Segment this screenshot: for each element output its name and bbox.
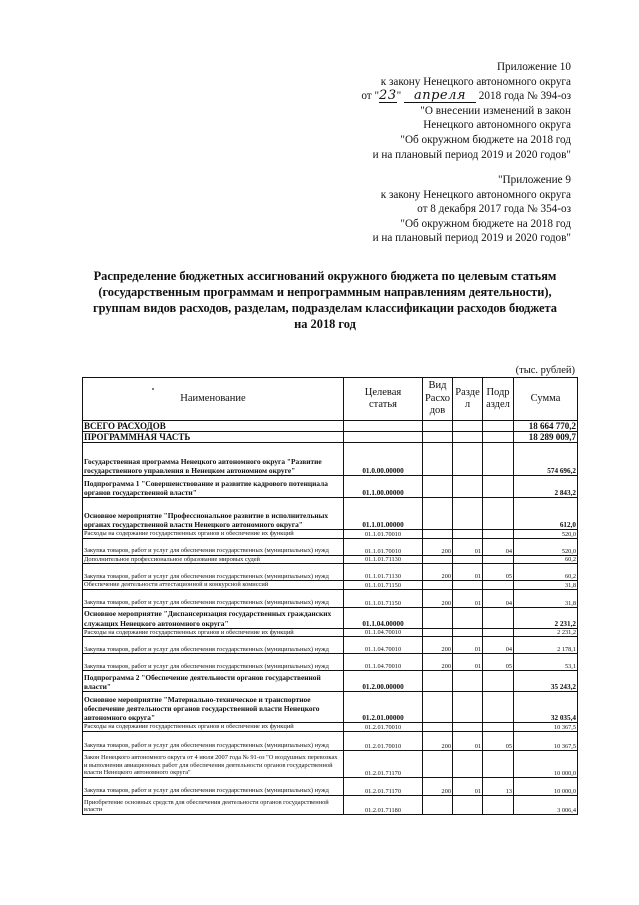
row-target-code: 01.0.00.00000 — [344, 443, 423, 476]
row-expense-type — [423, 628, 453, 637]
row-section — [453, 581, 483, 590]
table-row — [83, 671, 578, 692]
row-name: Закупка товаров, работ и услуг для обеспечения государственных (муниципальных) нужд — [83, 538, 344, 555]
row-expense-type: 200 — [423, 564, 453, 581]
row-section: 01 — [453, 777, 483, 795]
row-expense-type: 200 — [423, 589, 453, 607]
document-title: Распределение бюджетных ассигнований окружного бюджета по целевым статьям (государственным программам и непрограммным направлениям деятельности), группам видов расходов, разделам, подразделам классификации расходов бюджета на 2018 год — [93, 269, 557, 331]
handwritten-month: апреля — [404, 90, 476, 103]
law-title-line: и на плановый период 2019 и 2020 годов" — [372, 232, 571, 245]
row-amount: 612,0 — [514, 498, 578, 530]
row-amount: 18 664 770,2 — [514, 421, 578, 432]
row-expense-type: 200 — [423, 538, 453, 555]
row-section — [453, 795, 483, 814]
row-expense-type — [423, 750, 453, 777]
row-subsection — [483, 498, 514, 530]
law-reference: к закону Ненецкого автономного округа — [380, 75, 571, 88]
appendix-number: "Приложение 9 — [497, 174, 571, 186]
row-name: Государственная программа Ненецкого автономного округа "Развитие государственного управления в Ненецком автономном округе" — [83, 443, 344, 476]
row-amount: 2 178,1 — [514, 637, 578, 654]
row-target-code: 01.1.04.70010 — [344, 628, 423, 637]
row-subsection — [483, 628, 514, 637]
row-name: Подпрограмма 1 "Совершенствование и развитие кадрового потенциала органов государственной власти" — [83, 476, 344, 498]
row-amount: 520,0 — [514, 538, 578, 555]
row-section — [453, 555, 483, 564]
row-section — [453, 628, 483, 637]
row-target-code: 01.1.04.70010 — [344, 637, 423, 654]
row-expense-type — [423, 432, 453, 443]
row-expense-type — [423, 692, 453, 723]
law-title-line: "Об окружном бюджете на 2018 год — [400, 217, 571, 230]
row-amount: 10 367,5 — [514, 731, 578, 750]
table-row — [83, 432, 578, 443]
table-row — [83, 723, 578, 732]
units-label: (тыс. рублей) — [515, 365, 575, 376]
amendment-header — [361, 60, 571, 162]
row-target-code: 01.1.04.00000 — [344, 607, 423, 628]
row-subsection — [483, 671, 514, 692]
row-expense-type — [423, 443, 453, 476]
row-amount: 3 006,4 — [514, 795, 578, 814]
row-section: 01 — [453, 589, 483, 607]
row-expense-type: 200 — [423, 654, 453, 671]
table-row — [83, 476, 578, 498]
row-target-code: 01.2.01.70010 — [344, 723, 423, 732]
row-name: Основное мероприятие "Материально-техническое и транспортное обеспечение деятельности органов государственной власти Ненецкого автономного округа" — [83, 692, 344, 723]
row-amount: 574 696,2 — [514, 443, 578, 476]
row-name: Закон Ненецкого автономного округа от 4 июля 2007 года № 91-оз "О воздушных перевозках и выполнении авиационных работ для обеспечения деятельности органов государственной власти Ненецкого автономного округа" — [83, 750, 344, 777]
row-target-code: 01.1.01.71150 — [344, 581, 423, 590]
row-expense-type — [423, 671, 453, 692]
row-subsection — [483, 476, 514, 498]
col-header-subsection: Подр аздел — [483, 378, 514, 421]
table-row — [83, 581, 578, 590]
law-date-line: от "23" апреля 2018 года № 394-оз — [361, 88, 571, 104]
row-expense-type — [423, 723, 453, 732]
col-header-expense-type: Вид Расхо дов — [423, 378, 453, 421]
row-section — [453, 498, 483, 530]
table-row — [83, 555, 578, 564]
row-target-code: 01.1.01.70010 — [344, 538, 423, 555]
row-section: 01 — [453, 654, 483, 671]
table-row — [83, 538, 578, 555]
row-section — [453, 476, 483, 498]
row-section — [453, 443, 483, 476]
table-row — [83, 589, 578, 607]
row-name: Расходы на содержание государственных органов и обеспечение их функций — [83, 530, 344, 539]
amendment-title-line: "О внесении изменений в закон — [420, 104, 571, 117]
row-section — [453, 723, 483, 732]
row-subsection: 13 — [483, 777, 514, 795]
row-subsection — [483, 692, 514, 723]
row-target-code: 01.2.01.71170 — [344, 777, 423, 795]
handwritten-day: 23 — [379, 88, 397, 104]
row-target-code — [344, 432, 423, 443]
row-subsection — [483, 581, 514, 590]
budget-table — [82, 377, 578, 815]
row-section: 01 — [453, 564, 483, 581]
row-amount: 10 000,0 — [514, 777, 578, 795]
row-section — [453, 421, 483, 432]
row-amount: 18 289 009,7 — [514, 432, 578, 443]
row-amount: 32 035,4 — [514, 692, 578, 723]
row-amount: 520,0 — [514, 530, 578, 539]
row-name: Подпрограмма 2 "Обеспечение деятельности органов государственной власти" — [83, 671, 344, 692]
row-subsection — [483, 530, 514, 539]
row-section: 01 — [453, 731, 483, 750]
row-target-code: 01.1.01.71150 — [344, 589, 423, 607]
row-section: 01 — [453, 637, 483, 654]
row-section — [453, 750, 483, 777]
row-section — [453, 692, 483, 723]
row-subsection — [483, 555, 514, 564]
row-section — [453, 530, 483, 539]
row-section — [453, 671, 483, 692]
row-subsection — [483, 443, 514, 476]
table-row — [83, 637, 578, 654]
row-target-code: 01.2.00.00000 — [344, 671, 423, 692]
row-section: 01 — [453, 538, 483, 555]
table-row — [83, 750, 578, 777]
row-section — [453, 432, 483, 443]
row-subsection — [483, 795, 514, 814]
row-name: Расходы на содержание государственных органов и обеспечение их функций — [83, 723, 344, 732]
row-expense-type — [423, 581, 453, 590]
row-amount: 60,2 — [514, 564, 578, 581]
table-row — [83, 421, 578, 432]
row-target-code: 01.1.00.00000 — [344, 476, 423, 498]
row-amount: 60,2 — [514, 555, 578, 564]
col-header-amount: Сумма — [514, 378, 578, 421]
row-expense-type — [423, 555, 453, 564]
table-row — [83, 564, 578, 581]
col-header-section: Разде л — [453, 378, 483, 421]
row-subsection: 04 — [483, 589, 514, 607]
amendment-title-line: "Об окружном бюджете на 2018 год — [400, 133, 571, 146]
row-subsection: 04 — [483, 637, 514, 654]
row-expense-type — [423, 607, 453, 628]
row-expense-type — [423, 498, 453, 530]
row-target-code: 01.1.01.71130 — [344, 564, 423, 581]
row-subsection — [483, 723, 514, 732]
row-subsection — [483, 421, 514, 432]
row-target-code: 01.1.01.71130 — [344, 555, 423, 564]
table-row — [83, 795, 578, 814]
row-expense-type: 200 — [423, 777, 453, 795]
row-name: Обеспечение деятельности аттестационной и конкурсной комиссий — [83, 581, 344, 590]
row-target-code: 01.2.01.71180 — [344, 795, 423, 814]
row-name: Закупка товаров, работ и услуг для обеспечения государственных (муниципальных) нужд — [83, 654, 344, 671]
row-amount: 2 231,2 — [514, 607, 578, 628]
row-name: Закупка товаров, работ и услуг для обеспечения государственных (муниципальных) нужд — [83, 731, 344, 750]
row-name: Основное мероприятие "Профессиональное развитие в исполнительных органах государственной власти Ненецкого автономного округа" — [83, 498, 344, 530]
law-date-line: от 8 декабря 2017 года № 354-оз — [417, 203, 571, 216]
row-name: Приобретение основных средств для обеспечения деятельности органов государственной власти — [83, 795, 344, 814]
row-target-code: 01.2.01.70010 — [344, 731, 423, 750]
table-row — [83, 777, 578, 795]
table-row — [83, 731, 578, 750]
row-amount: 35 243,2 — [514, 671, 578, 692]
row-amount: 2 843,2 — [514, 476, 578, 498]
row-amount: 31,8 — [514, 589, 578, 607]
row-subsection: 05 — [483, 564, 514, 581]
row-expense-type — [423, 476, 453, 498]
table-body — [83, 421, 578, 815]
appendix-number: Приложение 10 — [496, 61, 571, 73]
row-subsection — [483, 607, 514, 628]
row-target-code: 01.2.01.00000 — [344, 692, 423, 723]
col-header-name: Наименование — [83, 378, 344, 421]
law-reference: к закону Ненецкого автономного округа — [380, 188, 571, 201]
row-section — [453, 607, 483, 628]
row-name: Закупка товаров, работ и услуг для обеспечения государственных (муниципальных) нужд — [83, 777, 344, 795]
col-header-target: Целевая статья — [344, 378, 423, 421]
row-subsection — [483, 750, 514, 777]
row-expense-type — [423, 530, 453, 539]
row-subsection: 04 — [483, 538, 514, 555]
row-expense-type — [423, 795, 453, 814]
row-target-code: 01.2.01.71170 — [344, 750, 423, 777]
row-amount: 53,1 — [514, 654, 578, 671]
row-target-code: 01.1.01.00000 — [344, 498, 423, 530]
row-name: ПРОГРАММНАЯ ЧАСТЬ — [83, 432, 344, 443]
row-expense-type: 200 — [423, 731, 453, 750]
row-name: Дополнительное профессиональное образование мировых судей — [83, 555, 344, 564]
row-name: ВСЕГО РАСХОДОВ — [83, 421, 344, 432]
row-name: Закупка товаров, работ и услуг для обеспечения государственных (муниципальных) нужд — [83, 564, 344, 581]
row-subsection: 05 — [483, 654, 514, 671]
table-row — [83, 692, 578, 723]
row-name: Закупка товаров, работ и услуг для обеспечения государственных (муниципальных) нужд — [83, 589, 344, 607]
amendment-title-line: Ненецкого автономного округа — [423, 119, 571, 132]
row-amount: 2 231,2 — [514, 628, 578, 637]
row-subsection — [483, 432, 514, 443]
original-appendix-header — [373, 173, 571, 246]
row-amount: 31,8 — [514, 581, 578, 590]
row-expense-type: 200 — [423, 637, 453, 654]
row-target-code: 01.1.01.70010 — [344, 530, 423, 539]
table-header-row — [83, 378, 578, 421]
amendment-title-line: и на плановый период 2019 и 2020 годов" — [372, 148, 571, 161]
table-row — [83, 628, 578, 637]
table-row — [83, 530, 578, 539]
row-name: Закупка товаров, работ и услуг для обеспечения государственных (муниципальных) нужд — [83, 637, 344, 654]
row-name: Расходы на содержание государственных органов и обеспечение их функций — [83, 628, 344, 637]
table-row — [83, 654, 578, 671]
row-amount: 10 367,5 — [514, 723, 578, 732]
table-row — [83, 443, 578, 476]
table-row — [83, 498, 578, 530]
row-target-code — [344, 421, 423, 432]
row-target-code: 01.1.04.70010 — [344, 654, 423, 671]
row-expense-type — [423, 421, 453, 432]
row-name: Основное мероприятие "Диспансеризация государственных гражданских служащих Ненецкого автономного округа" — [83, 607, 344, 628]
row-subsection: 05 — [483, 731, 514, 750]
row-amount: 10 000,0 — [514, 750, 578, 777]
table-row — [83, 607, 578, 628]
